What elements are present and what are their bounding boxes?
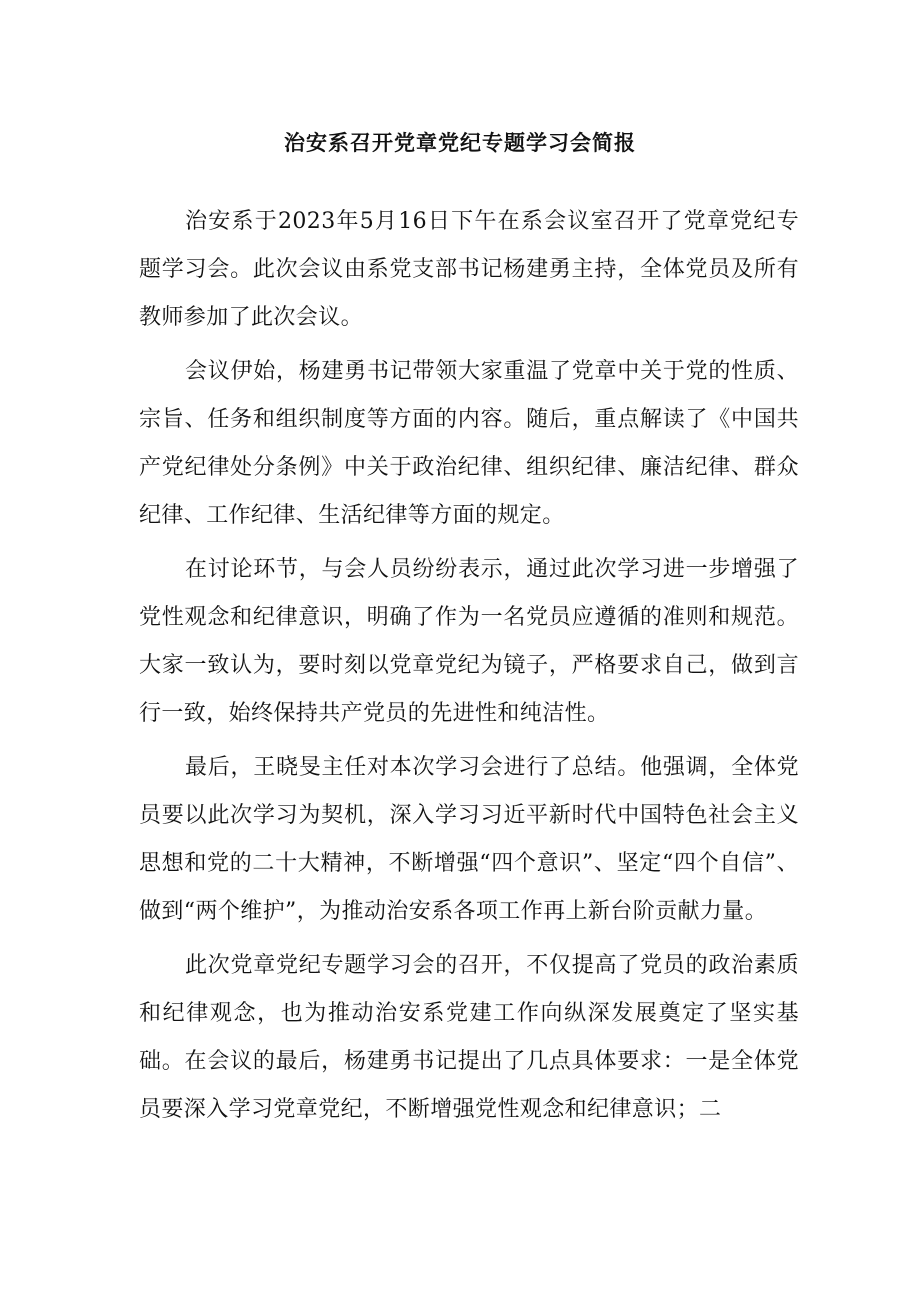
document-title: 治安系召开党章党纪专题学习会简报 bbox=[284, 130, 636, 155]
document-body bbox=[139, 198, 799, 1140]
paragraph-summary: 最后，王晓旻主任对本次学习会进行了总结。他强调，全体党员要以此次学习为契机，深入学习习近平新时代中国特色社会主义思想和党的二十大精神，不断增强“四个意识”、坚定“四个自信”、做到“两个维护”，为推动治安系各项工作再上新台阶贡献力量。 bbox=[139, 755, 799, 924]
paragraph-meeting-intro: 治安系于2023年5月16日下午在系会议室召开了党章党纪专题学习会。此次会议由系党支部书记杨建勇主持，全体党员及所有教师参加了此次会议。 bbox=[139, 209, 799, 330]
paragraph-conclusion: 此次党章党纪专题学习会的召开，不仅提高了党员的政治素质和纪律观念，也为推动治安系党建工作向纵深发展奠定了坚实基础。在会议的最后，杨建勇书记提出了几点具体要求：一是全体党员要深入学习党章党纪，不断增强党性观念和纪律意识；二 bbox=[139, 953, 799, 1122]
paragraph-discussion: 在讨论环节，与会人员纷纷表示，通过此次学习进一步增强了党性观念和纪律意识，明确了作为一名党员应遵循的准则和规范。大家一致认为，要时刻以党章党纪为镜子，严格要求自己，做到言行一致，始终保持共产党员的先进性和纯洁性。 bbox=[139, 557, 799, 726]
paragraph-meeting-content: 会议伊始，杨建勇书记带领大家重温了党章中关于党的性质、宗旨、任务和组织制度等方面的内容。随后，重点解读了《中国共产党纪律处分条例》中关于政治纪律、组织纪律、廉洁纪律、群众纪律、工作纪律、生活纪律等方面的规定。 bbox=[139, 359, 799, 528]
